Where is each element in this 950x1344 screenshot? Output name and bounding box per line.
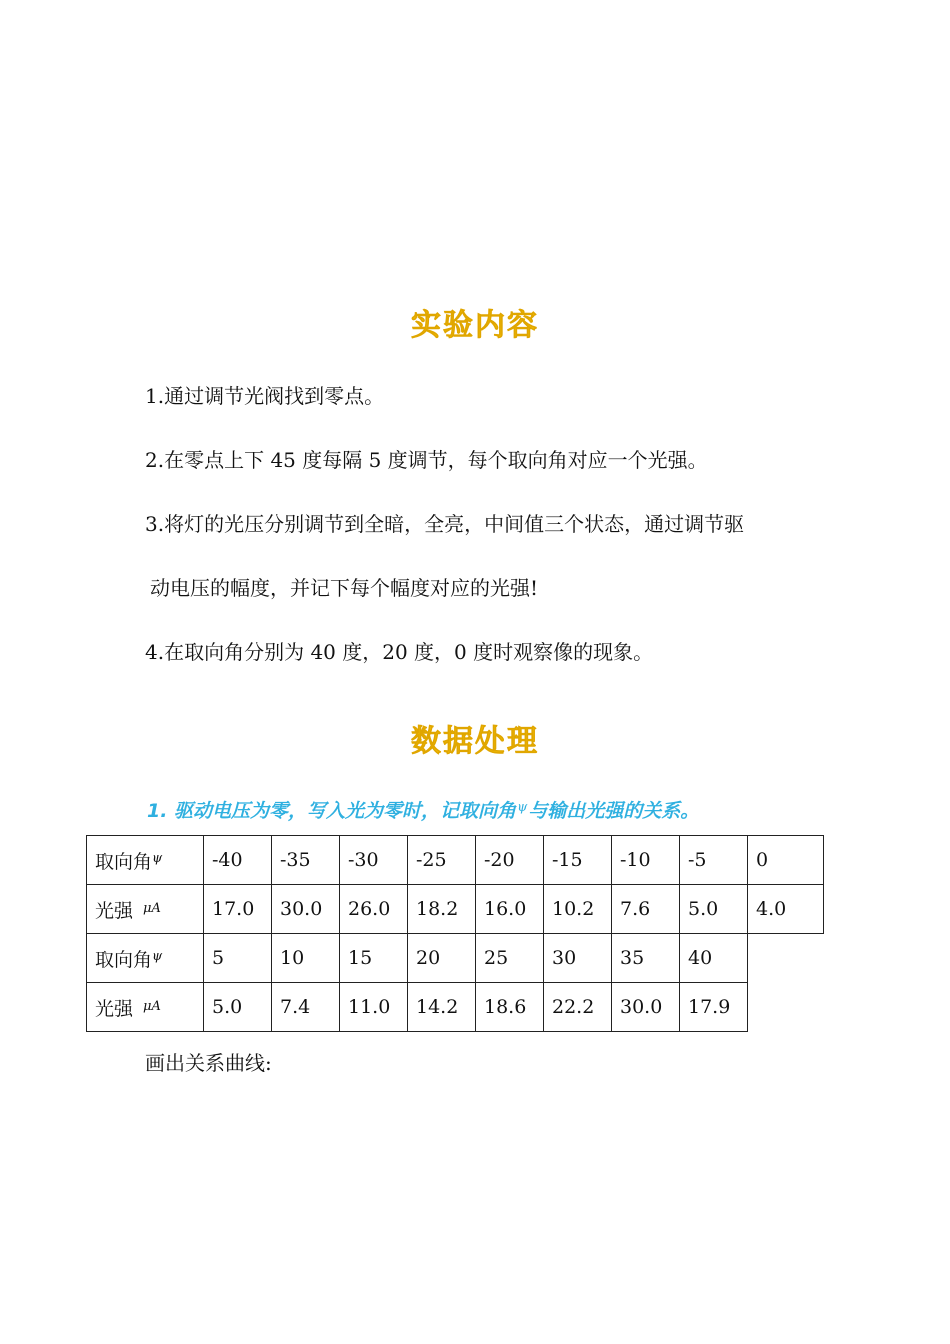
table-cell: 0 [748,836,824,885]
table-cell: -35 [272,836,340,885]
table-row-angle-1 [87,836,824,885]
table-cell: 26.0 [340,885,408,934]
table-cell: 10.2 [544,885,612,934]
psi-symbol: ψ [152,850,163,866]
table-cell: -5 [680,836,748,885]
table-cell: -40 [204,836,272,885]
psi-symbol: ψ [517,800,528,815]
table-cell: 5.0 [204,983,272,1032]
table-cell-empty [748,983,824,1032]
table-cell: 40 [680,934,748,983]
content-item-4: 4.在取向角分别为 40 度，20 度，0 度时观察像的现象。 [145,640,654,664]
table-cell: 30.0 [272,885,340,934]
intensity-label: 光强 [95,899,134,922]
content-item-2: 2.在零点上下 45 度每隔 5 度调节，每个取向角对应一个光强。 [145,448,708,472]
table-cell: 16.0 [476,885,544,934]
table-cell: 30.0 [612,983,680,1032]
table-row-angle-2 [87,934,824,983]
table-cell: -30 [340,836,408,885]
row-header-intensity [87,983,204,1032]
table-cell: 15 [340,934,408,983]
table-cell: 7.6 [612,885,680,934]
table-cell: 18.6 [476,983,544,1032]
table-cell: 22.2 [544,983,612,1032]
table-cell: 4.0 [748,885,824,934]
table-cell: -20 [476,836,544,885]
table-cell: 30 [544,934,612,983]
table-cell-empty [748,934,824,983]
table-cell: 17.0 [204,885,272,934]
table-cell: 17.9 [680,983,748,1032]
table-caption [147,796,699,823]
table-cell: 14.2 [408,983,476,1032]
angle-intensity-table [86,835,824,1032]
table-cell: 5 [204,934,272,983]
table-cell: -25 [408,836,476,885]
angle-label: 取向角 [95,850,153,873]
content-item-1: 1.通过调节光阀找到零点。 [145,384,385,408]
table-cell: -10 [612,836,680,885]
table-cell: 7.4 [272,983,340,1032]
table-cell: 35 [612,934,680,983]
table-cell: 25 [476,934,544,983]
table-cell: 11.0 [340,983,408,1032]
table-cell: 20 [408,934,476,983]
angle-label: 取向角 [95,948,153,971]
table-caption-part-1: 1. 驱动电压为零，写入光为零时，记取向角 [147,800,517,822]
table-row-intensity-1 [87,885,824,934]
table-cell: 10 [272,934,340,983]
unit-label: μA [143,900,161,916]
section-title-experiment-content: 实验内容 [411,308,539,343]
table-caption-part-2: 与输出光强的关系。 [528,800,700,822]
table-cell: -15 [544,836,612,885]
table-row-intensity-2 [87,983,824,1032]
intensity-label: 光强 [95,997,134,1020]
content-item-3-line-1: 3.将灯的光压分别调节到全暗，全亮，中间值三个状态，通过调节驱 [145,512,745,536]
draw-curve-instruction: 画出关系曲线: [145,1051,272,1075]
table-cell: 5.0 [680,885,748,934]
unit-label: μA [143,998,161,1014]
psi-symbol: ψ [152,948,163,964]
row-header-angle [87,934,204,983]
table-cell: 18.2 [408,885,476,934]
content-item-3-line-2: 动电压的幅度，并记下每个幅度对应的光强! [150,576,539,600]
row-header-intensity [87,885,204,934]
section-title-data-processing: 数据处理 [411,724,539,759]
row-header-angle [87,836,204,885]
